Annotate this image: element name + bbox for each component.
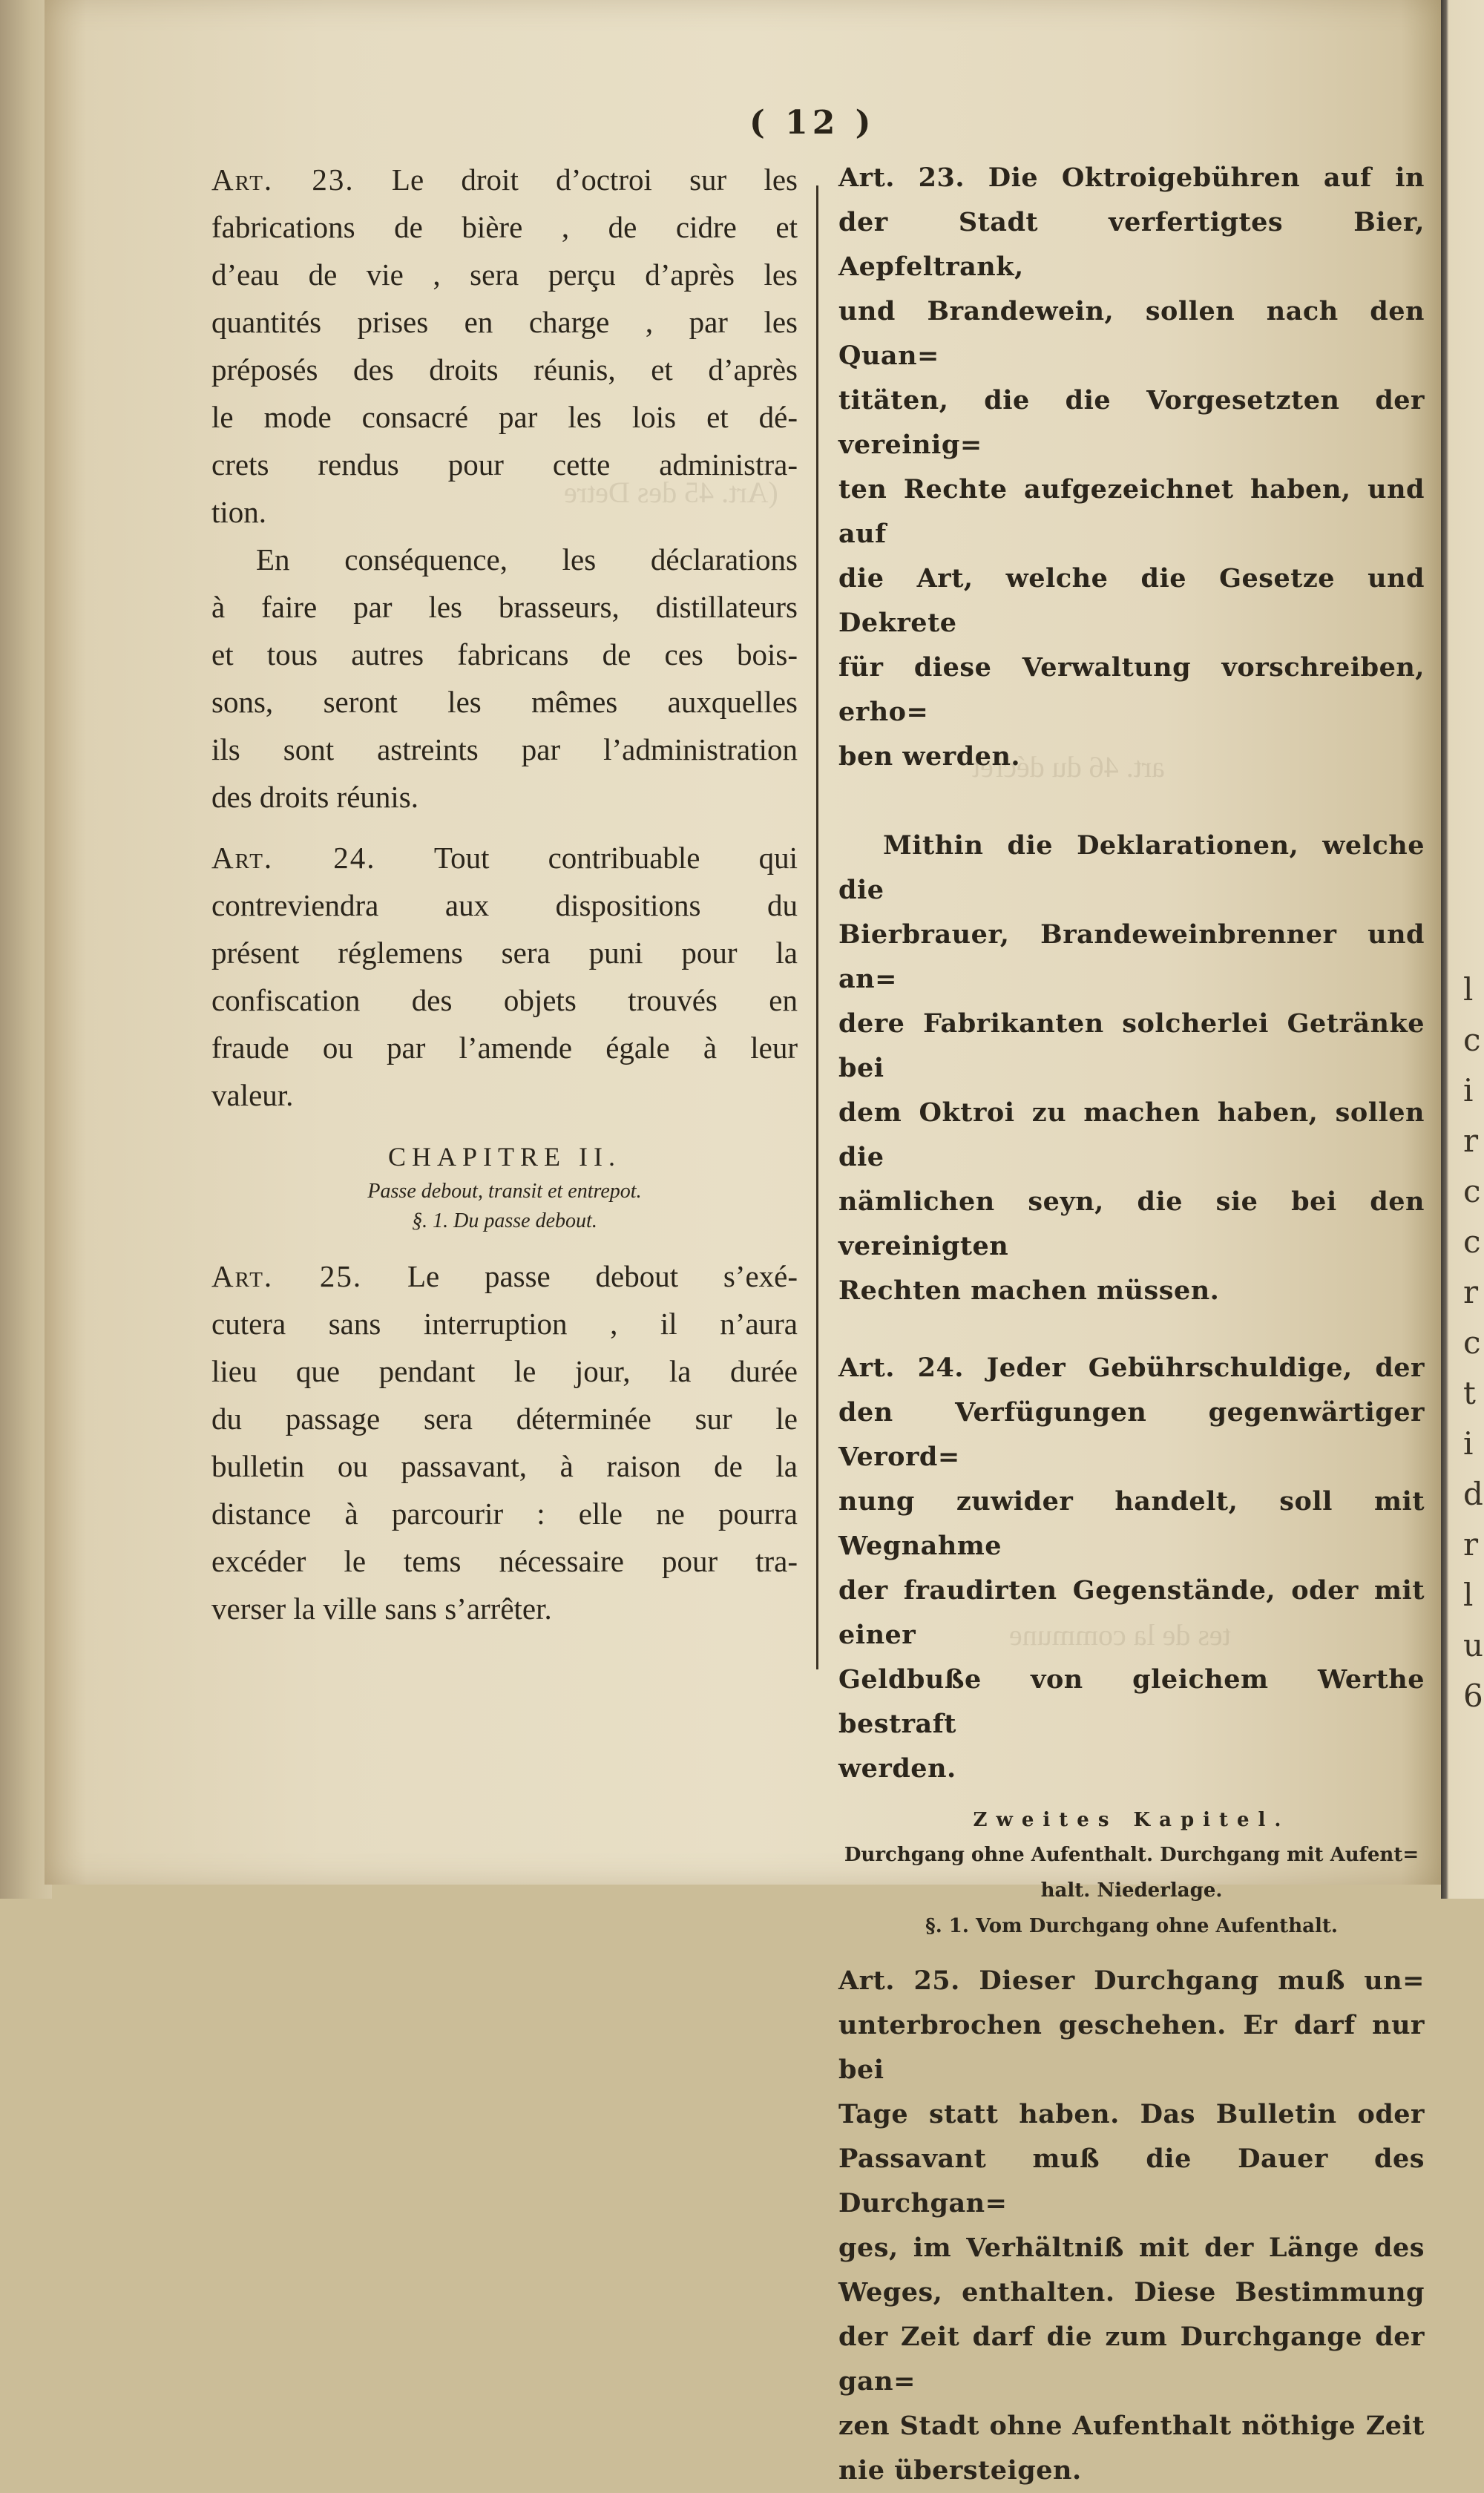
de-art24-line: werden. (838, 1753, 956, 1784)
fr-art25-line: cutera sans interruption , il n’aura (211, 1307, 798, 1341)
de-art24-line: nung zuwider handelt, soll mit Wegnahme (838, 1486, 1425, 1561)
next-page-letter: r (1463, 1123, 1479, 1159)
fr-article-25 (211, 1252, 798, 1632)
de-article-23 (838, 156, 1425, 779)
de-art24-line: Art. 24. Jeder Gebührschuldige, der (838, 1353, 1425, 1383)
next-page-letters (1463, 965, 1484, 1721)
de-art25-label: Art. 25. (838, 1965, 960, 1996)
de-art23-line: die Art, welche die Gesetze und Dekrete (838, 563, 1425, 638)
fr-section-title: §. 1. Du passe debout. (412, 1209, 597, 1232)
next-page-letter: c (1463, 1173, 1481, 1209)
next-page-letter: r (1463, 1526, 1479, 1563)
de-article-25 (838, 1959, 1425, 2493)
de-art24-line: den Verfügungen gegenwärtiger Verord= (838, 1397, 1425, 1472)
fr-art25-label: Art. 25. (211, 1259, 363, 1293)
next-page-letter: c (1463, 1022, 1481, 1058)
de-art25-line: Tage statt haben. Das Bulletin oder (838, 2099, 1425, 2129)
fr-art23-line: quantités prises en charge , par les (211, 305, 798, 339)
de-consequence-line: nämlichen seyn, die sie bei den vereinigten (838, 1186, 1425, 1261)
fr-chapter-title: CHAPITRE II. (388, 1142, 621, 1172)
de-art25-line: Art. 25. Dieser Durchgang muß un= (838, 1965, 1425, 1996)
de-art23-line: Art. 23. Die Oktroigebühren auf in (838, 162, 1425, 193)
de-art23-line: ben werden. (838, 741, 1021, 772)
de-art23-line: der Stadt verfertigtes Bier, Aepfeltrank, (838, 207, 1425, 282)
fr-art25-line: du passage sera déterminée sur le (211, 1402, 798, 1436)
de-consequence-line: Bierbrauer, Brandeweinbrenner und an= (838, 919, 1425, 994)
fr-consequence-line: En conséquence, les déclarations (256, 542, 798, 577)
de-art23-label: Art. 23. (838, 162, 965, 193)
de-art25-line: Passavant muß die Dauer des Durchgan= (838, 2144, 1425, 2218)
de-art24-line: der fraudirten Gegenstände, oder mit einer (838, 1575, 1425, 1650)
fr-chapter-subtitle: Passe debout, transit et entrepot. (367, 1180, 642, 1203)
fr-art23-line: préposés des droits réunis, et d’après (211, 352, 798, 387)
fr-art24-line: valeur. (211, 1078, 294, 1112)
de-consequence (838, 824, 1425, 1313)
column-divider (816, 185, 818, 1669)
fr-art23-line: d’eau de vie , sera perçu d’après les (211, 257, 798, 292)
fr-consequence-line: et tous autres fabricans de ces bois- (211, 637, 798, 671)
fr-consequence-line: sons, seront les mêmes auxquelles (211, 685, 798, 719)
fr-art25-line: verser la ville sans s’arrêter. (211, 1592, 552, 1626)
next-page-letter: u (1463, 1627, 1484, 1663)
fr-art25-line: lieu que pendant le jour, la durée (211, 1354, 798, 1388)
fr-art23-line: crets rendus pour cette administra- (211, 447, 798, 482)
fr-art23-line: tion. (211, 495, 267, 529)
de-art23-line: titäten, die die Vorgesetzten der vereinig= (838, 385, 1425, 460)
de-art25-line: ges, im Verhältniß mit der Länge des (838, 2233, 1425, 2263)
next-page-letter: c (1463, 1324, 1481, 1361)
fr-art23-line: Art. 23. Le droit d’octroi sur les (211, 162, 798, 197)
next-page-letter: 6 (1463, 1678, 1483, 1714)
bleed-through-texture: tes de la commune (1009, 1618, 1231, 1652)
fr-art24-line: confiscation des objets trouvés en (211, 983, 798, 1017)
de-consequence-line: Rechten machen müssen. (838, 1275, 1220, 1306)
de-art24-label: Art. 24. (838, 1353, 964, 1383)
next-page-letter: l (1463, 971, 1474, 1008)
de-art23-line: ten Rechte aufgezeichnet haben, und auf (838, 474, 1425, 549)
de-art23-line: für diese Verwaltung vorschreiben, erho= (838, 652, 1425, 727)
fr-art23-line: le mode consacré par les lois et dé- (211, 400, 798, 434)
de-chapter-subtitle: halt. Niederlage. (1040, 1879, 1223, 1902)
fr-consequence (211, 536, 798, 821)
french-column (211, 156, 798, 1632)
de-art25-line: unterbrochen geschehen. Er darf nur bei (838, 2010, 1425, 2085)
de-art23-line: und Brandewein, sollen nach den Quan= (838, 296, 1425, 371)
fr-article-23 (211, 156, 798, 536)
fr-art24-line: contreviendra aux dispositions du (211, 888, 798, 922)
fr-consequence-line: des droits réunis. (211, 780, 418, 814)
de-art25-line: der Zeit darf die zum Durchgange der gan= (838, 2322, 1425, 2397)
fr-consequence-line: ils sont astreints par l’administration (211, 732, 798, 766)
de-consequence-line: Mithin die Deklarationen, welche die (838, 830, 1425, 905)
fr-art24-line: présent réglemens sera puni pour la (211, 936, 798, 970)
page-number: ( 12 ) (749, 104, 876, 142)
bleed-through-texture: (Art. 45 des Detre (564, 476, 778, 509)
fr-art23-label: Art. 23. (211, 162, 355, 197)
fr-art24-label: Art. 24. (211, 841, 376, 875)
bleed-through-texture: art. 46 du décret (972, 750, 1165, 784)
next-page-letter: t (1463, 1375, 1476, 1411)
de-consequence-line: dem Oktroi zu machen haben, sollen die (838, 1097, 1425, 1172)
next-page-letter: l (1463, 1577, 1474, 1613)
fr-art25-line: bulletin ou passavant, à raison de la (211, 1449, 798, 1483)
de-art24-line: Geldbuße von gleichem Werthe bestraft (838, 1664, 1425, 1739)
fr-art25-line: excéder le tems nécessaire pour tra- (211, 1544, 798, 1578)
next-page-letter: r (1463, 1274, 1479, 1310)
next-page-letter: i (1463, 1072, 1474, 1108)
de-art25-line: Weges, enthalten. Diese Bestimmung (838, 2277, 1425, 2308)
de-art25-line: zen Stadt ohne Aufenthalt nöthige Zeit (838, 2411, 1425, 2441)
de-chapter-title: Zweites Kapitel. (973, 1809, 1290, 1831)
fr-art24-line: fraude ou par l’amende égale à leur (211, 1031, 798, 1065)
de-consequence-line: dere Fabrikanten solcherlei Getränke bei (838, 1008, 1425, 1083)
next-page-letter: i (1463, 1425, 1474, 1462)
de-article-24 (838, 1346, 1425, 1791)
german-column (838, 156, 1425, 2493)
fr-art25-line: distance à parcourir : elle ne pourra (211, 1497, 798, 1531)
fr-art24-line: Art. 24. Tout contribuable qui (211, 841, 798, 875)
fr-consequence-line: à faire par les brasseurs, distillateurs (211, 590, 798, 624)
next-page-letter: d (1463, 1476, 1483, 1512)
de-chapter-subtitle: Durchgang ohne Aufenthalt. Durchgang mit Aufent= (844, 1844, 1419, 1866)
de-section-title: §. 1. Vom Durchgang ohne Aufenthalt. (925, 1915, 1338, 1937)
next-page-letter: c (1463, 1223, 1481, 1260)
de-art25-line: nie übersteigen. (838, 2455, 1082, 2486)
fr-art23-line: fabrications de bière , de cidre et (211, 210, 798, 244)
fr-art25-line: Art. 25. Le passe debout s’exé- (211, 1259, 798, 1293)
fr-article-24 (211, 834, 798, 1119)
